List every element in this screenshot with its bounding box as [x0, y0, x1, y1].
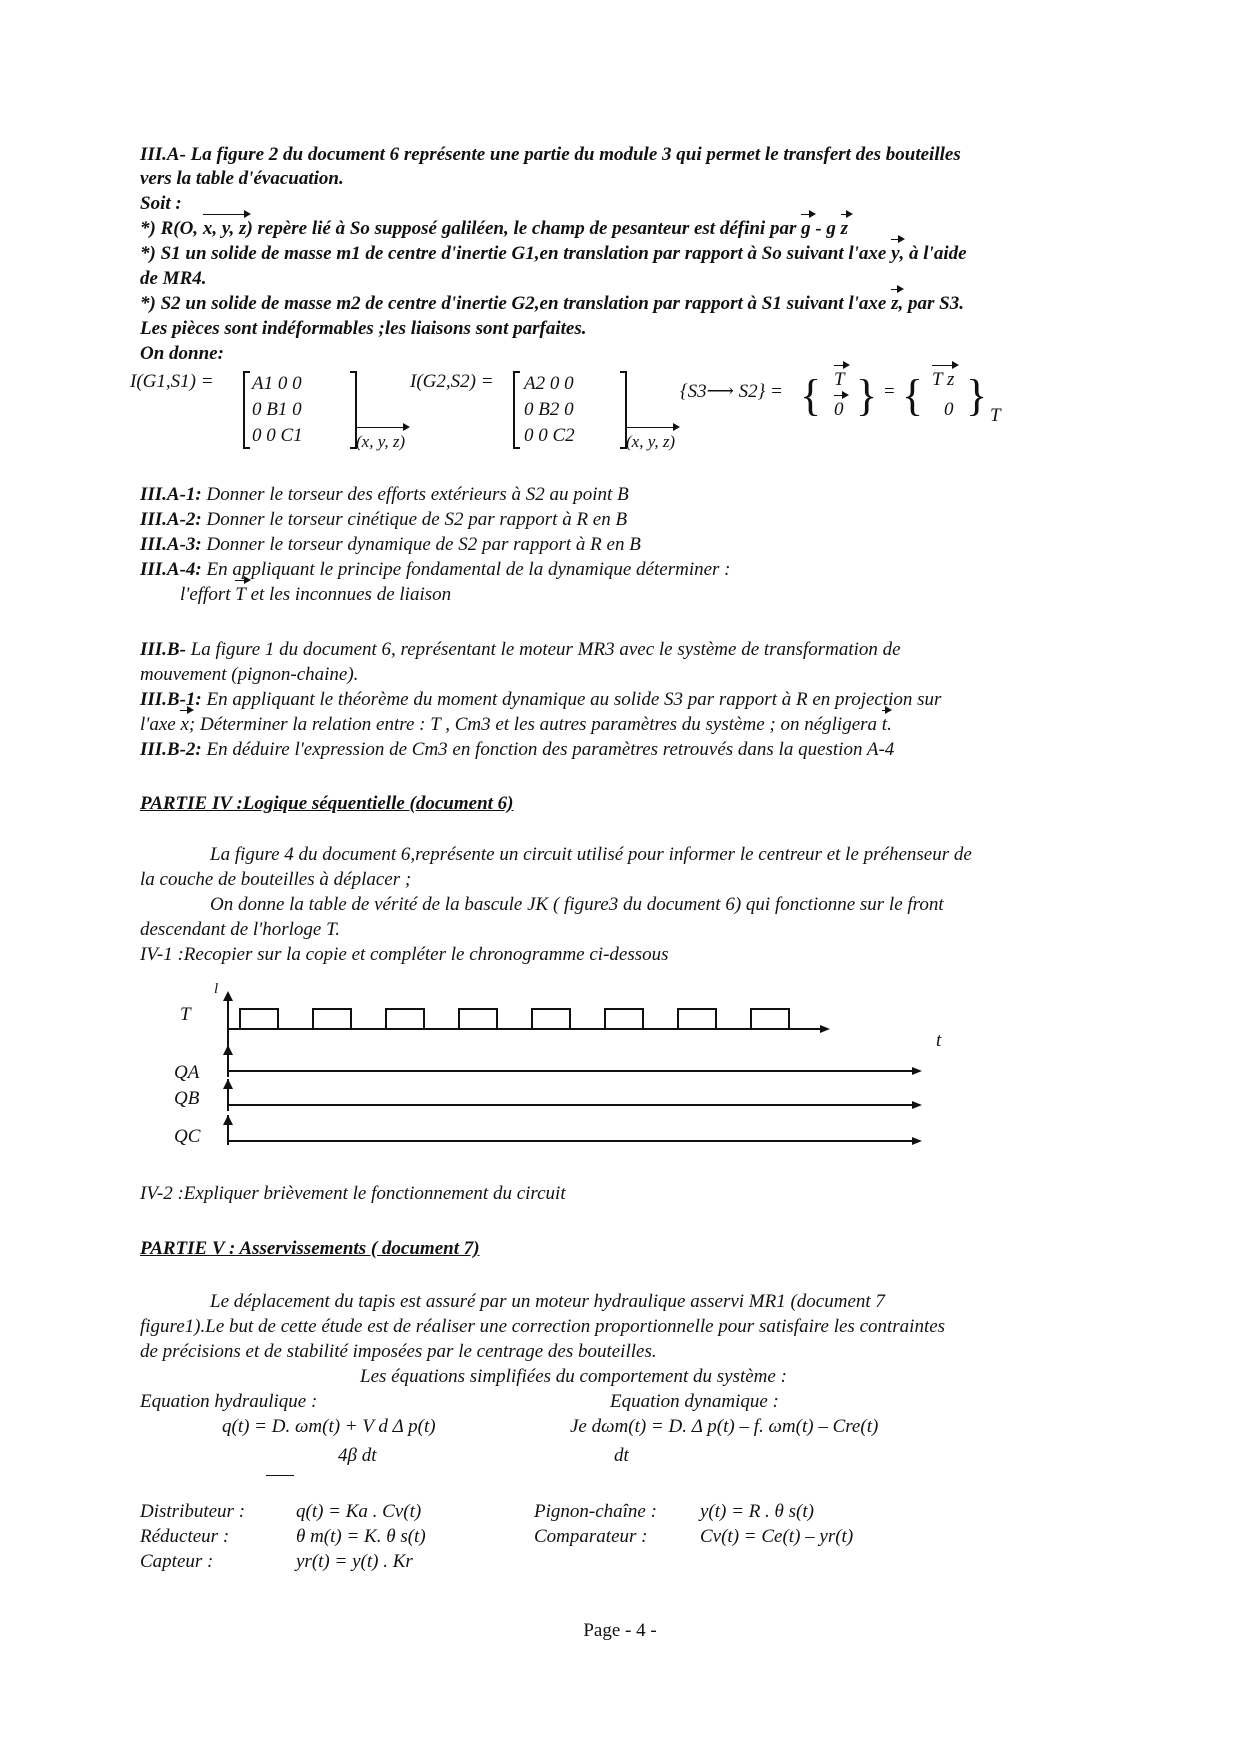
torsor1-brace-left-icon: {	[800, 371, 822, 420]
torsor2-top: T z	[932, 369, 955, 390]
distrib-label: Distributeur :	[140, 1501, 246, 1522]
item-3: *) S2 un solide de masse m2 de centre d'inertie G2,en translation par rapport à S1 suivant l'axe z, par S3.	[140, 293, 964, 314]
partie-v-p1b: figure1).Le but de cette étude est de réaliser une correction proportionnelle pour satisfaire les contraintes	[140, 1316, 946, 1337]
torsor2-bot: 0	[944, 399, 954, 420]
item-4: Les pièces sont indéformables ;les liaisons sont parfaites.	[140, 318, 587, 339]
qc-arrow-icon	[912, 1137, 922, 1145]
inertia1-basis: (x, y, z)	[356, 430, 405, 454]
q-iiia-1: III.A-1: Donner le torseur des efforts extérieurs à S2 au point B	[140, 484, 629, 505]
partie-iv-title: PARTIE IV :Logique séquentielle (document 6)	[140, 793, 514, 814]
partie-iv-q2: IV-2 :Expliquer brièvement le fonctionnement du circuit	[140, 1183, 566, 1204]
clock-pulse	[532, 1009, 570, 1029]
iiia-intro-line2: vers la table d'évacuation.	[140, 168, 344, 189]
q-iiib-1-cont: l'axe x; Déterminer la relation entre : T , Cm3 et les autres paramètres du système ; on négligera t.	[140, 714, 892, 735]
eq-dyn-den: dt	[614, 1445, 629, 1466]
clock-pulse	[386, 1009, 424, 1029]
clock-pulse	[459, 1009, 497, 1029]
time-axis-label: t	[936, 1030, 942, 1051]
compar-label: Comparateur :	[534, 1526, 648, 1547]
chronogram	[130, 981, 970, 1165]
pignon-label: Pignon-chaîne :	[534, 1501, 657, 1522]
inertia2-row2: 0 B2 0	[524, 399, 574, 420]
reduct-label: Réducteur :	[140, 1526, 230, 1547]
iiib-intro: III.B- La figure 1 du document 6, représentant le moteur MR3 avec le système de transformation de	[140, 639, 901, 660]
signal-label-qa: QA	[174, 1062, 200, 1083]
eq-hyd-den: 4β dt	[338, 1445, 377, 1466]
torsor1-bot: 0	[834, 399, 844, 420]
partie-iv-p1b: la couche de bouteilles à déplacer ;	[140, 869, 412, 890]
capteur-eq: yr(t) = y(t) . Kr	[296, 1551, 413, 1572]
iiia-intro-line1: III.A- La figure 2 du document 6 représente une partie du module 3 qui permet le transfert des bouteilles	[140, 144, 961, 165]
torsor1-top: T	[834, 369, 845, 390]
pignon-eq: y(t) = R . θ s(t)	[700, 1501, 814, 1522]
torsor2-brace-right-icon: }	[966, 371, 988, 420]
partie-v-title: PARTIE V : Asservissements ( document 7)	[140, 1238, 480, 1259]
clock-pulse	[605, 1009, 643, 1029]
clock-pulse	[678, 1009, 716, 1029]
partie-v-p1c: de précisions et de stabilité imposées par le centrage des bouteilles.	[140, 1341, 657, 1362]
signal-label-t: T	[180, 1004, 191, 1025]
partie-v-p2: Les équations simplifiées du comportement du système :	[360, 1366, 787, 1387]
inertia2-label: I(G2,S2) =	[410, 371, 494, 392]
eq-hyd-label: Equation hydraulique :	[140, 1391, 318, 1412]
torsor2-brace-left-icon: {	[902, 371, 924, 420]
partie-iv-p2: On donne la table de vérité de la bascule JK ( figure3 du document 6) qui fonctionne sur le front	[210, 894, 944, 915]
qa-arrow-icon	[912, 1067, 922, 1075]
eq-hyd-dash	[266, 1475, 294, 1476]
torsor1-brace-right-icon: }	[856, 371, 878, 420]
eq-dyn-main: Je dωm(t) = D. Δ p(t) – f. ωm(t) – Cre(t)	[570, 1416, 879, 1437]
torsor-arrow-icon: ⟶	[706, 381, 734, 402]
iiib-intro-cont: mouvement (pignon-chaine).	[140, 664, 359, 685]
chrono-axis-top-label: l	[214, 981, 219, 997]
signal-label-qc: QC	[174, 1126, 201, 1147]
signal-label-qb: QB	[174, 1088, 200, 1109]
qb-arrow-icon	[912, 1101, 922, 1109]
distrib-eq: q(t) = Ka . Cv(t)	[296, 1501, 422, 1522]
inertia1-row2: 0 B1 0	[252, 399, 302, 420]
partie-v-p1: Le déplacement du tapis est assuré par un moteur hydraulique asservi MR1 (document 7	[210, 1291, 885, 1312]
eq-hyd-main: q(t) = D. ωm(t) + V d Δ p(t)	[222, 1416, 436, 1437]
inertia1-row3: 0 0 C1	[252, 425, 303, 446]
torsor-label: {S3⟶ S2} =	[680, 381, 783, 402]
inertia2-basis: (x, y, z)	[626, 430, 675, 454]
inertia2-row3: 0 0 C2	[524, 425, 575, 446]
chronogram-svg	[130, 985, 970, 1165]
q-iiia-3: III.A-3: Donner le torseur dynamique de S2 par rapport à R en B	[140, 534, 641, 555]
torsor-subscript: T	[990, 405, 1001, 426]
inertia1-label: I(G1,S1) =	[130, 371, 214, 392]
clock-pulse	[751, 1009, 789, 1029]
q-iiia-2: III.A-2: Donner le torseur cinétique de S2 par rapport à R en B	[140, 509, 628, 530]
item-1: *) R(O, x, y, z) repère lié à So supposé galiléen, le champ de pesanteur est défini par g - g z	[140, 218, 849, 239]
item-2-cont: de MR4.	[140, 268, 207, 289]
q-iiia-4: III.A-4: En appliquant le principe fondamental de la dynamique déterminer :	[140, 559, 731, 580]
t-arrow-icon	[820, 1025, 830, 1033]
inertia1-row1: A1 0 0	[252, 373, 302, 394]
item-2: *) S1 un solide de masse m1 de centre d'inertie G1,en translation par rapport à So suivant l'axe y, à l'aide	[140, 243, 967, 264]
page-number: Page - 4 -	[583, 1620, 657, 1641]
partie-iv-p2b: descendant de l'horloge T.	[140, 919, 341, 940]
t-axis-arrow-icon	[223, 991, 233, 1001]
clock-pulse	[240, 1009, 278, 1029]
partie-iv-q1: IV-1 :Recopier sur la copie et compléter le chronogramme ci-dessous	[140, 944, 669, 965]
q-iiia-4-cont: l'effort T et les inconnues de liaison	[180, 584, 452, 605]
on-donne-label: On donne:	[140, 343, 224, 364]
inertia2-row1: A2 0 0	[524, 373, 574, 394]
clock-pulse	[313, 1009, 351, 1029]
torsor-equals-icon: =	[884, 381, 895, 402]
q-iiib-2: III.B-2: En déduire l'expression de Cm3 en fonction des paramètres retrouvés dans la question A-4	[140, 739, 895, 760]
partie-iv-p1: La figure 4 du document 6,représente un circuit utilisé pour informer le centreur et le préhenseur de	[210, 844, 972, 865]
compar-eq: Cv(t) = Ce(t) – yr(t)	[700, 1526, 854, 1547]
reduct-eq: θ m(t) = K. θ s(t)	[296, 1526, 426, 1547]
q-iiib-1: III.B-1: En appliquant le théorème du moment dynamique au solide S3 par rapport à R en projection sur	[140, 689, 942, 710]
soit-label: Soit :	[140, 193, 182, 214]
capteur-label: Capteur :	[140, 1551, 214, 1572]
eq-dyn-label: Equation dynamique :	[610, 1391, 779, 1412]
